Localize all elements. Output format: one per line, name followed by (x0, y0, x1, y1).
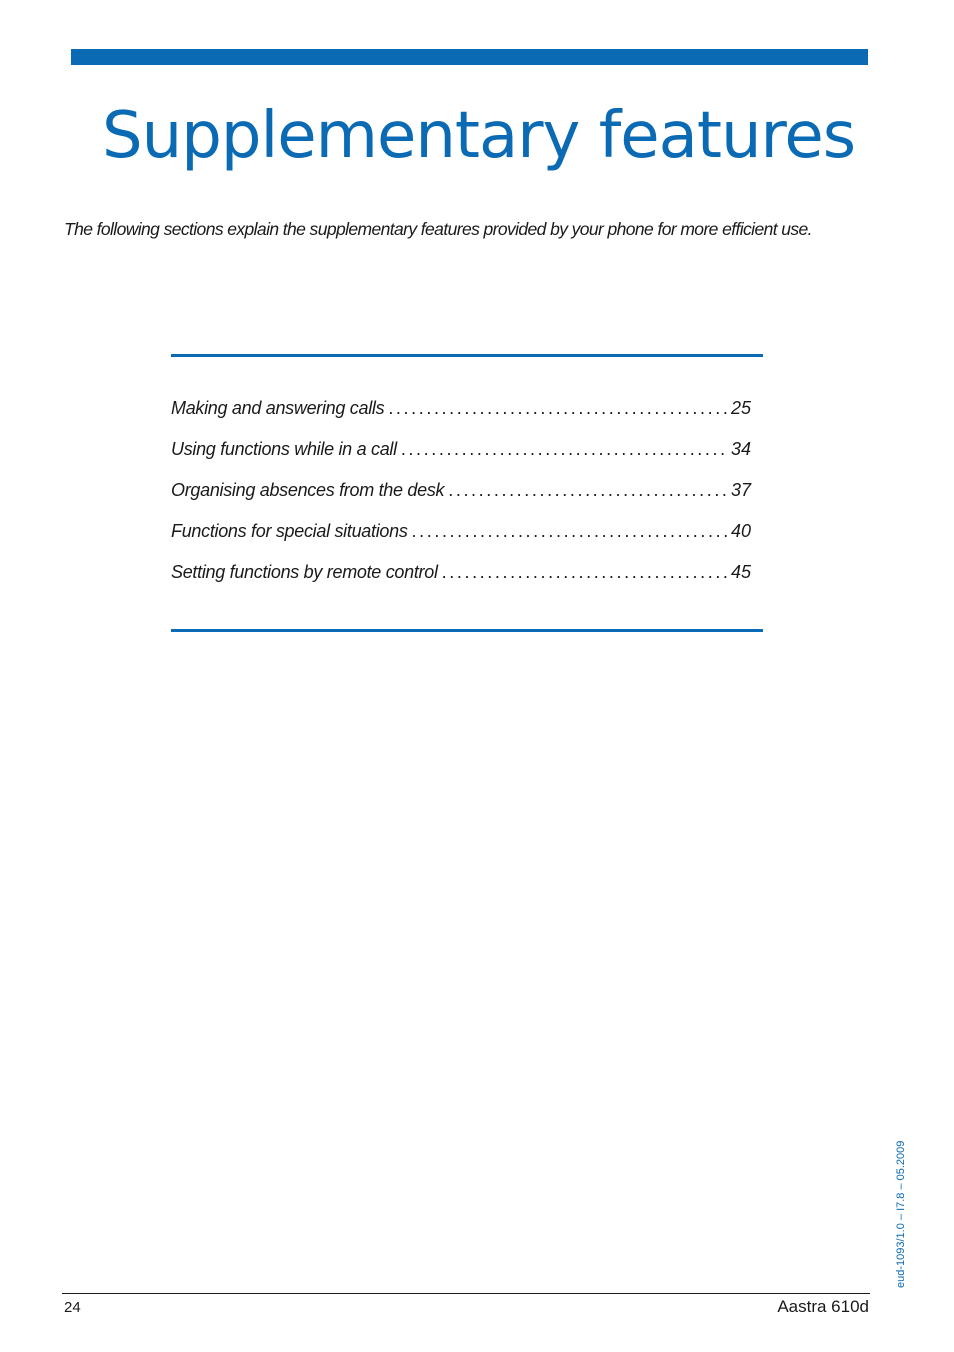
toc-dot-leader (401, 435, 727, 463)
toc-entry-page: 25 (730, 398, 751, 418)
footer-product-name: Aastra 610d (777, 1297, 869, 1316)
header-accent-bar (71, 49, 868, 65)
footer-page-number: 24 (64, 1299, 81, 1316)
toc-entry-page: 45 (730, 562, 751, 582)
toc-entry-label: Organising absences from the desk (171, 480, 445, 500)
toc-entry-setting-functions-by-remote-control[interactable] (171, 558, 751, 599)
toc-top-rule (171, 354, 763, 357)
toc-entry-organising-absences-from-the-desk[interactable] (171, 476, 751, 517)
document-reference: eud-1093/1.0 – I7.8 – 05.2009 (895, 1140, 907, 1288)
toc-entry-page: 37 (730, 480, 751, 500)
toc-entry-page: 34 (730, 439, 751, 459)
toc-entry-label: Using functions while in a call (171, 439, 397, 459)
toc-entry-page: 40 (730, 521, 751, 541)
toc-dot-leader (442, 558, 727, 586)
intro-text: The following sections explain the supplementary features provided by your phone for more efficient use. (64, 219, 812, 239)
toc-entry-making-and-answering-calls[interactable] (171, 394, 751, 435)
toc-dot-leader (448, 476, 727, 504)
toc-dot-leader (412, 517, 727, 545)
toc-entry-functions-for-special-situations[interactable] (171, 517, 751, 558)
toc-entry-label: Making and answering calls (171, 398, 385, 418)
page-title: Supplementary features (102, 99, 856, 173)
toc-entry-using-functions-while-in-a-call[interactable] (171, 435, 751, 476)
toc-bottom-rule (171, 629, 763, 632)
toc-entry-label: Setting functions by remote control (171, 562, 438, 582)
toc-entry-label: Functions for special situations (171, 521, 408, 541)
toc-dot-leader (388, 394, 727, 422)
footer-rule (62, 1293, 870, 1294)
table-of-contents (171, 394, 751, 599)
